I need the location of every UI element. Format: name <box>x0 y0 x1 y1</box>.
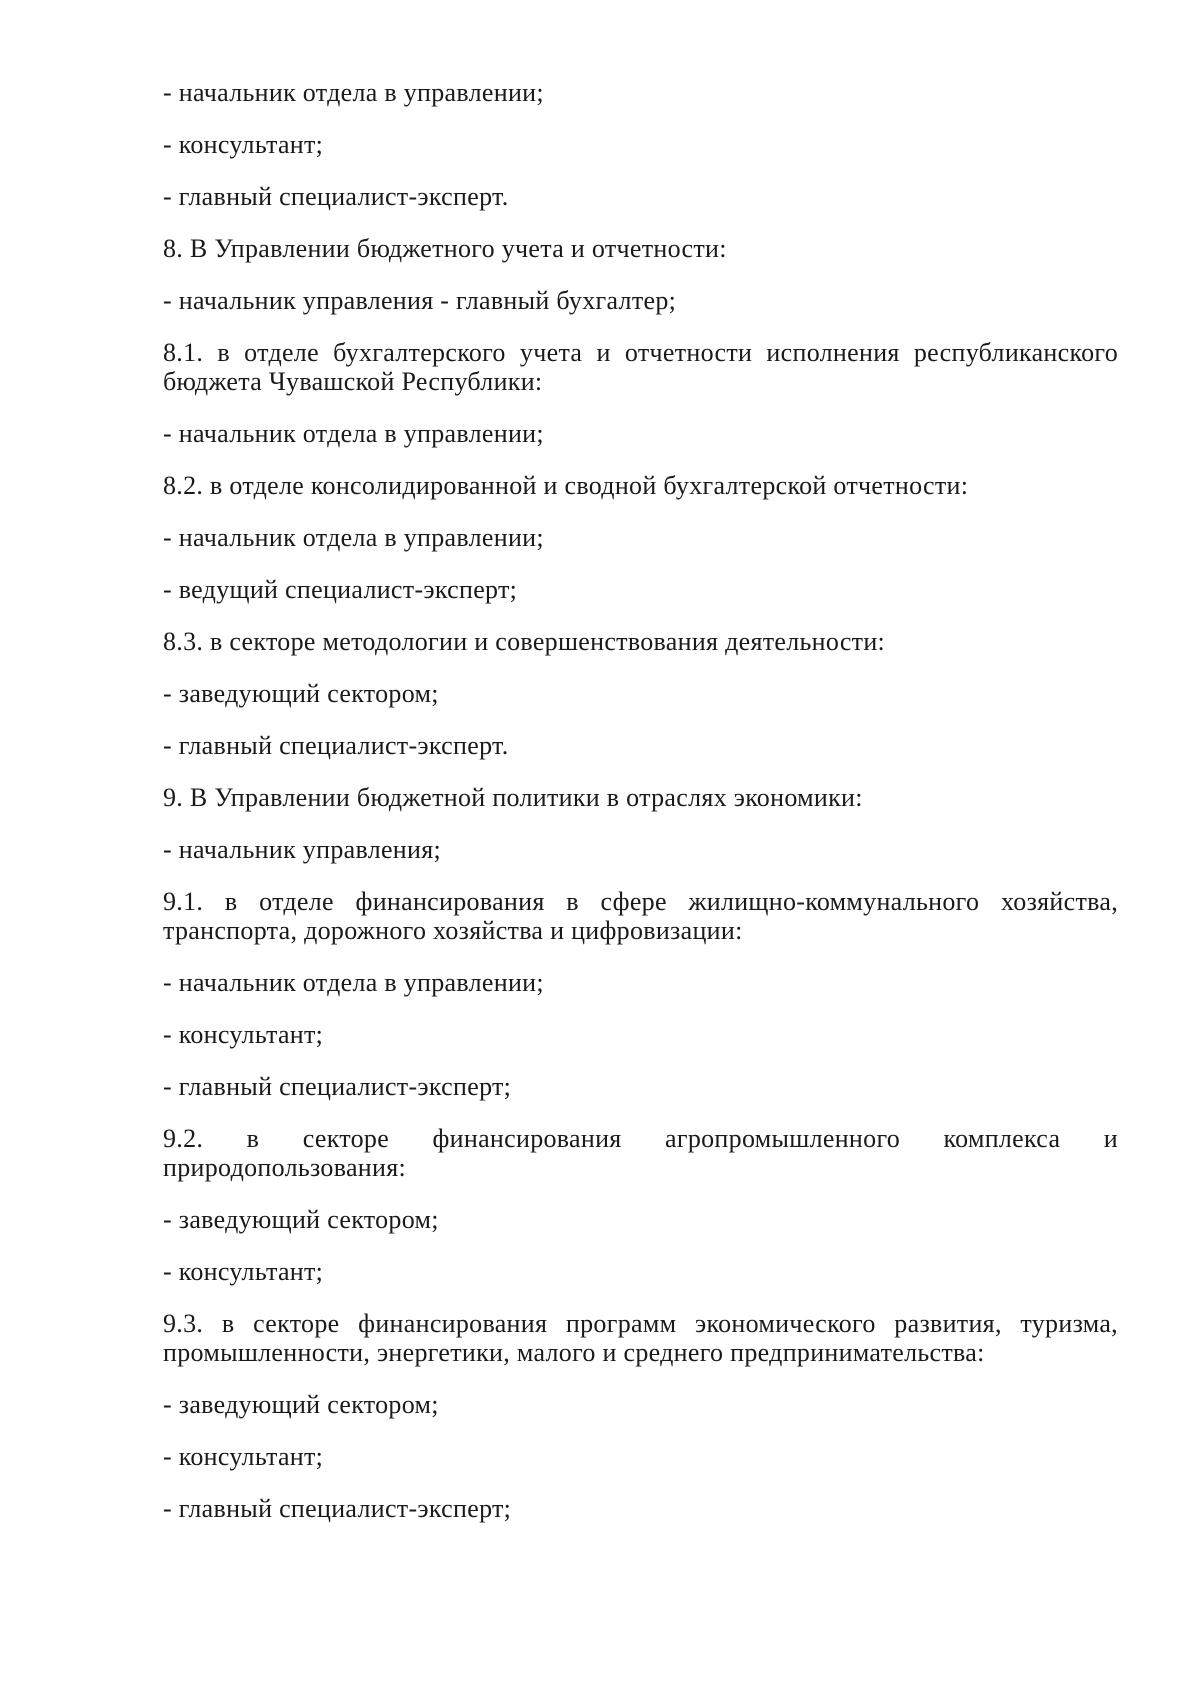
document-body <box>163 78 1118 1523</box>
section-heading-9: 9. В Управлении бюджетной политики в отраслях экономики: <box>163 783 863 812</box>
list-item: - консультант; <box>163 1257 324 1286</box>
subsection-9-3: 9.3. в секторе финансирования программ экономического развития, туризма, промышленности, энергетики, малого и среднего предпринимательства: <box>163 1309 1118 1367</box>
list-item: - главный специалист-эксперт. <box>163 182 509 211</box>
list-item: - начальник отдела в управлении; <box>163 523 544 552</box>
subsection-8-1: 8.1. в отделе бухгалтерского учета и отчетности исполнения республиканского бюджета Чувашской Республики: <box>163 338 1118 396</box>
list-item: - начальник отдела в управлении; <box>163 78 544 107</box>
subsection-9-2: 9.2. в секторе финансирования агропромышленного комплекса и природопользования: <box>163 1124 1118 1182</box>
list-item: - консультант; <box>163 1020 324 1049</box>
list-item: - заведующий сектором; <box>163 1205 439 1234</box>
list-item: - начальник отдела в управлении; <box>163 419 544 448</box>
subsection-8-2: 8.2. в отделе консолидированной и сводной бухгалтерской отчетности: <box>163 471 969 500</box>
list-item: - начальник управления - главный бухгалтер; <box>163 286 677 315</box>
list-item: - консультант; <box>163 130 324 159</box>
list-item: - консультант; <box>163 1442 324 1471</box>
section-heading-8: 8. В Управлении бюджетного учета и отчетности: <box>163 234 727 263</box>
list-item: - заведующий сектором; <box>163 1390 439 1419</box>
list-item: - заведующий сектором; <box>163 679 439 708</box>
list-item: - ведущий специалист-эксперт; <box>163 575 518 604</box>
subsection-9-1: 9.1. в отделе финансирования в сфере жилищно-коммунального хозяйства, транспорта, дорожного хозяйства и цифровизации: <box>163 887 1118 945</box>
list-item: - главный специалист-эксперт; <box>163 1072 512 1101</box>
list-item: - главный специалист-эксперт; <box>163 1494 512 1523</box>
list-item: - начальник управления; <box>163 835 442 864</box>
list-item: - начальник отдела в управлении; <box>163 968 544 997</box>
list-item: - главный специалист-эксперт. <box>163 731 509 760</box>
subsection-8-3: 8.3. в секторе методологии и совершенствования деятельности: <box>163 627 886 656</box>
